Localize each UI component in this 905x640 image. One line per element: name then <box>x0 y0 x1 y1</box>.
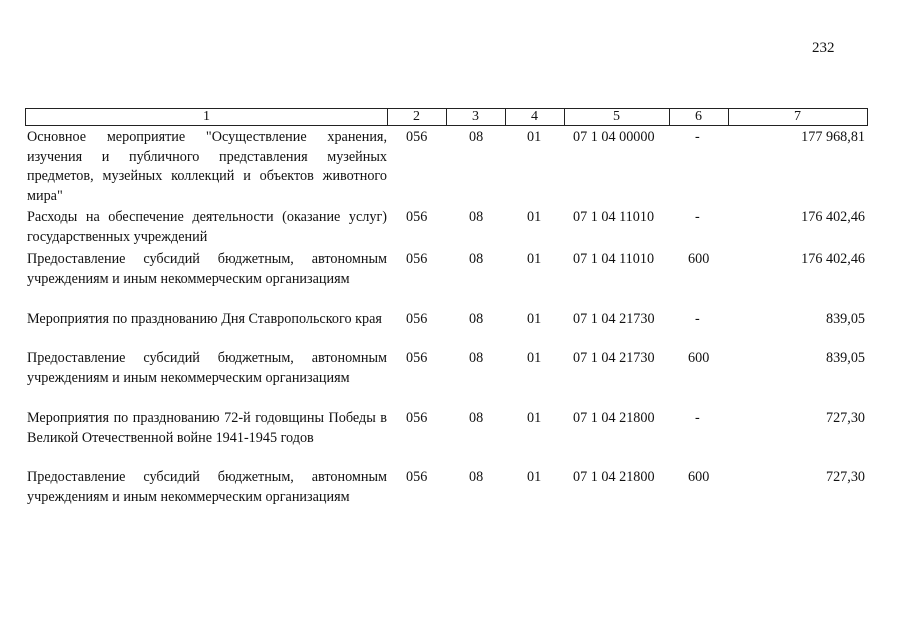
row-c4: 01 <box>527 311 542 327</box>
row-c6: 600 <box>688 469 710 485</box>
row-c6: - <box>695 410 700 426</box>
row-c5: 07 1 04 00000 <box>573 129 655 145</box>
row-c7: 839,05 <box>825 311 865 327</box>
header-col-2: 2 <box>387 108 447 126</box>
row-c2: 056 <box>406 410 428 426</box>
row-name: Предоставление субсидий бюджетным, автономным учреждениям и иным некоммерческим организациям <box>27 251 387 287</box>
row-c7: 727,30 <box>825 410 865 426</box>
row-c6: - <box>695 129 700 145</box>
row-c6: 600 <box>688 350 710 366</box>
row-c4: 01 <box>527 350 542 366</box>
header-col-7: 7 <box>728 108 868 126</box>
header-col-3: 3 <box>446 108 506 126</box>
row-c7: 177 968,81 <box>801 129 865 145</box>
row-name: Основное мероприятие "Осуществление хранения, изучения и публичного представления музейных предметов, музейных коллекций и объектов животного мира" <box>27 129 387 204</box>
header-col-1: 1 <box>25 108 388 126</box>
row-c3: 08 <box>469 350 484 366</box>
row-name: Предоставление субсидий бюджетным, автономным учреждениям и иным некоммерческим организациям <box>27 350 387 386</box>
row-c7: 839,05 <box>825 350 865 366</box>
row-c3: 08 <box>469 251 484 267</box>
header-col-4: 4 <box>505 108 565 126</box>
row-c7: 176 402,46 <box>801 251 865 267</box>
header-col-6: 6 <box>669 108 729 126</box>
row-c3: 08 <box>469 469 484 485</box>
row-c6: 600 <box>688 251 710 267</box>
row-c2: 056 <box>406 209 428 225</box>
row-c3: 08 <box>469 410 484 426</box>
row-c7: 176 402,46 <box>801 209 865 225</box>
row-c4: 01 <box>527 410 542 426</box>
row-name: Предоставление субсидий бюджетным, автономным учреждениям и иным некоммерческим организациям <box>27 469 387 505</box>
row-c4: 01 <box>527 129 542 145</box>
row-c2: 056 <box>406 251 428 267</box>
row-c2: 056 <box>406 350 428 366</box>
row-c5: 07 1 04 11010 <box>573 251 655 267</box>
row-c4: 01 <box>527 209 542 225</box>
row-c4: 01 <box>527 469 542 485</box>
row-c5: 07 1 04 21800 <box>573 410 655 426</box>
row-c5: 07 1 04 21730 <box>573 311 655 327</box>
row-c3: 08 <box>469 209 484 225</box>
row-name: Расходы на обеспечение деятельности (оказание услуг) государственных учреждений <box>27 209 387 245</box>
row-c5: 07 1 04 21730 <box>573 350 655 366</box>
header-col-5: 5 <box>564 108 670 126</box>
row-c6: - <box>695 311 700 327</box>
row-c2: 056 <box>406 469 428 485</box>
row-name: Мероприятия по празднованию 72-й годовщины Победы в Великой Отечественной войне 1941-1945 годов <box>27 410 387 446</box>
row-c6: - <box>695 209 700 225</box>
row-c7: 727,30 <box>825 469 865 485</box>
row-name: Мероприятия по празднованию Дня Ставропольского края <box>27 311 382 327</box>
row-c5: 07 1 04 11010 <box>573 209 655 225</box>
row-c3: 08 <box>469 129 484 145</box>
row-c4: 01 <box>527 251 542 267</box>
page-number: 232 <box>812 40 835 56</box>
row-c2: 056 <box>406 129 428 145</box>
row-c2: 056 <box>406 311 428 327</box>
row-c3: 08 <box>469 311 484 327</box>
row-c5: 07 1 04 21800 <box>573 469 655 485</box>
